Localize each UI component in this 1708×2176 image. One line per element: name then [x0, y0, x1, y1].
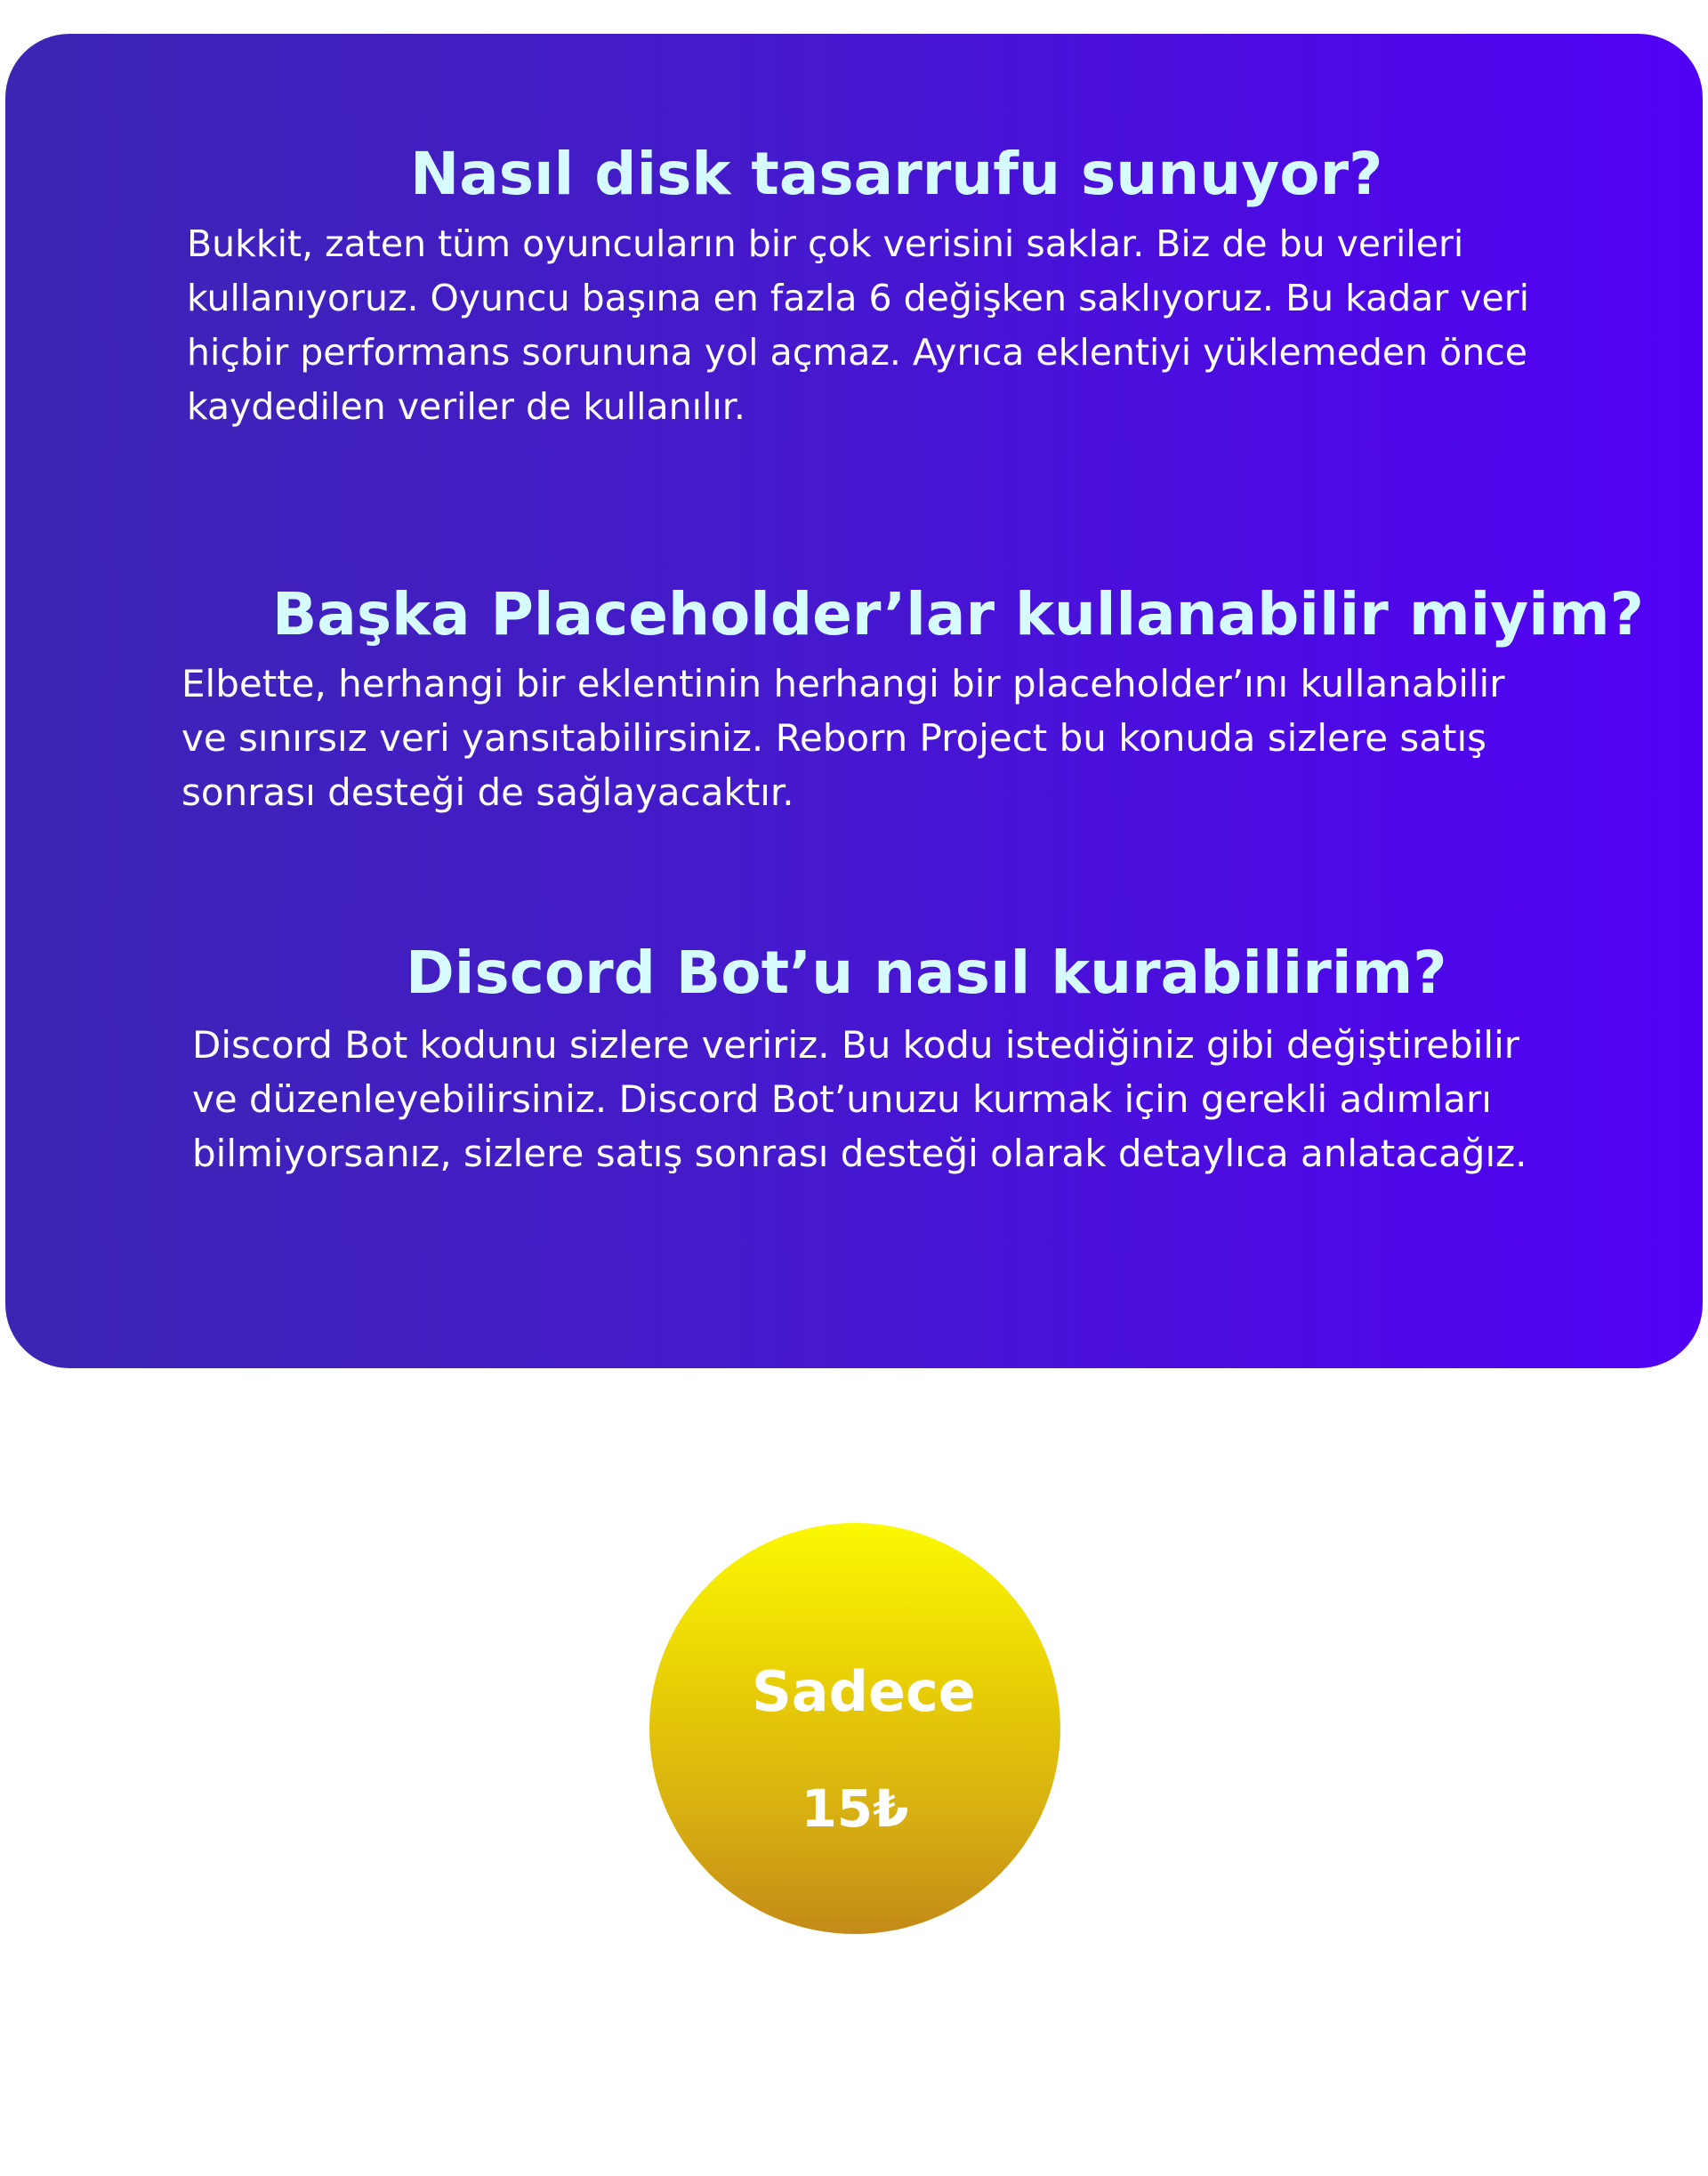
faq-answer-1-line: kaydedilen veriler de kullanılır. — [187, 385, 745, 428]
faq-question-3: Discord Bot’u nasıl kurabilirim? — [406, 939, 1447, 1007]
faq-answer-3-line: ve düzenleyebilirsiniz. Discord Bot’unuzu kurmak için gerekli adımları — [192, 1077, 1492, 1121]
price-badge — [649, 1523, 1060, 1934]
faq-answer-1-line: hiçbir performans sorununa yol açmaz. Ayrıca eklentiyi yüklemeden önce — [187, 331, 1527, 374]
faq-answer-3-line: bilmiyorsanız, sizlere satış sonrası desteği olarak detaylıca anlatacağız. — [192, 1132, 1527, 1175]
faq-answer-3 — [192, 1018, 1527, 1181]
price-prefix: Sadece — [752, 1659, 976, 1724]
faq-question-2: Başka Placeholder’lar kullanabilir miyim? — [272, 580, 1644, 649]
faq-answer-1-line: Bukkit, zaten tüm oyuncuların bir çok verisini saklar. Biz de bu verileri — [187, 222, 1464, 265]
faq-answer-2-line: Elbette, herhangi bir eklentinin herhangi bir placeholder’ını kullanabilir — [181, 662, 1505, 705]
faq-panel — [5, 34, 1703, 1368]
faq-answer-3-line: Discord Bot kodunu sizlere veririz. Bu kodu istediğiniz gibi değiştirebilir — [192, 1023, 1520, 1067]
faq-answer-1 — [187, 217, 1529, 434]
faq-answer-2 — [181, 657, 1504, 819]
faq-answer-1-line: kullanıyoruz. Oyuncu başına en fazla 6 değişken saklıyoruz. Bu kadar veri — [187, 277, 1530, 319]
price-value: 15₺ — [801, 1778, 909, 1839]
faq-question-1: Nasıl disk tasarrufu sunuyor? — [410, 140, 1383, 208]
faq-answer-2-line: ve sınırsız veri yansıtabilirsiniz. Reborn Project bu konuda sizlere satış — [181, 716, 1487, 760]
faq-answer-2-line: sonrası desteği de sağlayacaktır. — [181, 770, 794, 814]
